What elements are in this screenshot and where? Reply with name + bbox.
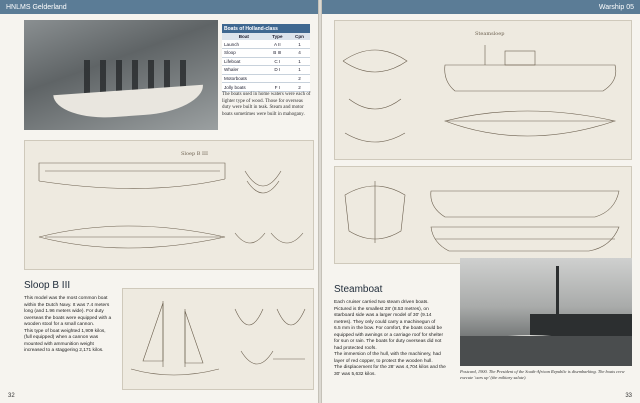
table-cell: Motorboats <box>222 74 266 83</box>
body-line: equipped with awnings or a carriage roof for shelter <box>334 332 444 338</box>
table-cell: 2 <box>289 74 310 83</box>
body-line: starboard side was a larger model of 30' (9.14 <box>334 313 432 318</box>
sloop-b3-plan-drawing <box>24 140 314 270</box>
left-page <box>0 0 318 403</box>
table-cell: Sloop <box>222 48 266 57</box>
body-line: 6.5 mm in the bow. For comfort, the boats could be <box>334 326 442 331</box>
table-row <box>222 74 310 83</box>
left-running-header <box>0 0 318 14</box>
sloop-sail-plan-drawing <box>122 288 314 390</box>
body-line: long (and 1.96 meters wide). For duty <box>24 309 104 314</box>
postcard-caption: Postcard, 1900. The President of the South-African Republic is disembarking. The boats crew execute 'oars up' (the military salute). <box>460 369 625 380</box>
body-line: Pictured is the smallest 28' (8.53 metres), on <box>334 306 429 312</box>
body-line: mounted with ammunition weight <box>24 341 94 347</box>
left-header-text: HNLMS Gelderland <box>6 3 67 11</box>
table-cell: Lifeboat <box>222 57 266 66</box>
body-line: increased to a staggering 2,171 kilos. <box>24 348 104 353</box>
steamboat-lines-svg <box>335 167 631 263</box>
col-header-boat: Boat <box>222 33 266 40</box>
col-header-cpn: Cpn <box>289 33 310 40</box>
col-header-type: Type <box>266 33 289 40</box>
table-cell: Jolly boats <box>222 83 266 92</box>
right-running-header <box>322 0 640 14</box>
steamsloep-plan-svg <box>335 21 631 159</box>
right-page-number: 33 <box>625 393 632 399</box>
body-line: 30' was 5,632 kilos. <box>334 371 376 377</box>
table-cell: 2 <box>289 83 310 92</box>
left-page-number: 32 <box>8 393 15 399</box>
steamsloep-plan-drawing <box>334 20 632 160</box>
body-line: had protected roofs. <box>334 345 377 351</box>
steamsloep-plan-title: Steamsloep <box>475 31 505 37</box>
boats-caption: The boats used in home waters were each of lighter type of wood. Those for overseas duty were built in teak. Steam and motor boats sometimes were built in mahogany. <box>222 92 311 117</box>
steamboat-lines-drawing <box>334 166 632 264</box>
body-line: for sun or rain. The boats for duty overseas did not <box>334 339 442 344</box>
table-cell: Launch <box>222 40 266 48</box>
plan-title: Sloep B III <box>181 151 208 157</box>
body-line: Each cruiser carried two steam driven boats. <box>334 300 429 305</box>
section-title-steamboat: Steamboat <box>334 284 383 295</box>
sloop-hull <box>53 85 204 121</box>
body-line: The immersion of the hull, with the machinery, had <box>334 352 441 357</box>
body-line: The displacement for the 28' was 4,704 kilos and the <box>334 365 446 370</box>
table-cell: F I <box>266 83 289 92</box>
body-line: This model was the most common boat <box>24 296 108 301</box>
boats-table-title: Boats of Holland-class <box>222 24 310 33</box>
table-cell: B III <box>266 48 289 57</box>
table-row <box>222 48 310 57</box>
table-cell: D I <box>266 66 289 75</box>
table-cell: A II <box>266 40 289 48</box>
sloop-plan-svg <box>25 141 313 269</box>
table-cell: Whaler <box>222 66 266 75</box>
table-cell: 4 <box>289 48 310 57</box>
body-line: This type of boat weighted 1,909 kilos, <box>24 328 106 334</box>
sail-plan-svg <box>123 289 313 389</box>
body-line: wooden stool for a small cannon. <box>24 322 95 327</box>
table-row <box>222 83 310 92</box>
body-line: overseas the boats were equipped with a <box>24 315 112 321</box>
right-page <box>322 0 640 403</box>
body-line: within the Dutch Navy. It was 7.4 meters <box>24 302 110 308</box>
table-cell: 1 <box>289 66 310 75</box>
sloop-body-text <box>24 296 118 355</box>
table-cell: C I <box>266 57 289 66</box>
postcard-photo <box>460 258 632 366</box>
body-line: layer of red copper, to protect the wooden hull. <box>334 358 433 364</box>
table-cell <box>266 74 289 83</box>
rowing-crew-photo <box>24 20 218 130</box>
section-title-sloop: Sloop B III <box>24 280 71 291</box>
boats-table <box>222 24 310 92</box>
table-cell: 1 <box>289 57 310 66</box>
table-cell: 1 <box>289 40 310 48</box>
body-line: metres). They only could carry a machinegun of <box>334 319 436 325</box>
right-header-text: Warship 05 <box>598 3 634 11</box>
table-row <box>222 57 310 66</box>
table-row <box>222 40 310 48</box>
body-line: (full equipped) when a cannon was <box>24 335 99 340</box>
postcard-scene-svg <box>460 258 632 366</box>
steamboat-body-text <box>334 300 458 378</box>
table-row <box>222 66 310 75</box>
